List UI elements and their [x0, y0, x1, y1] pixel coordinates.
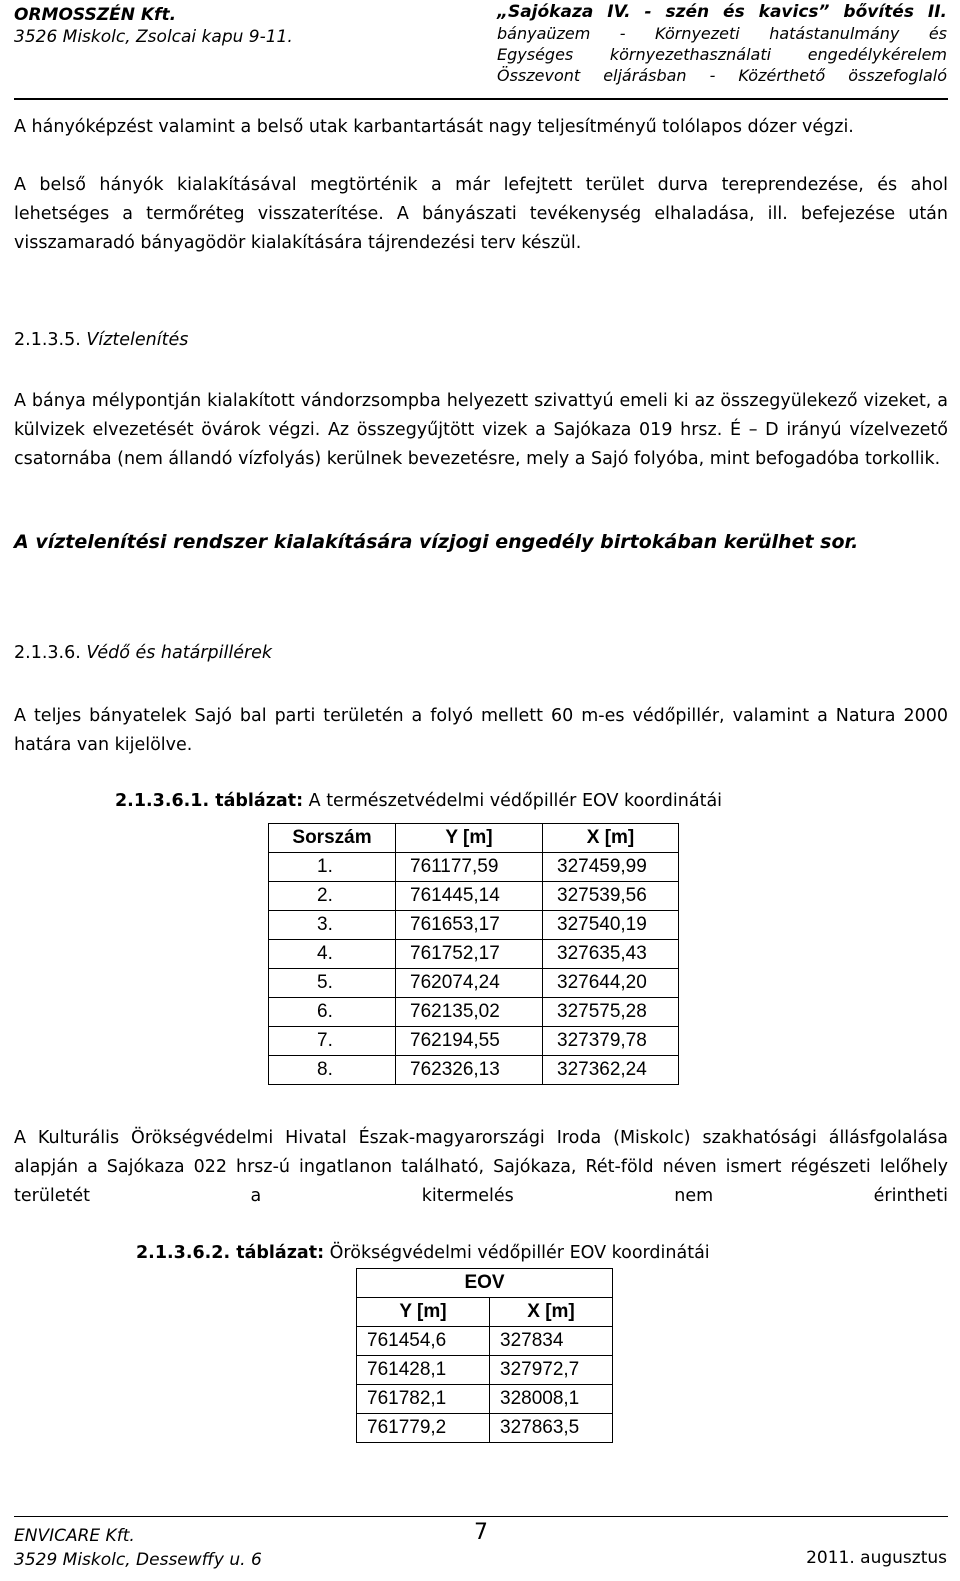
section-number: 2.1.3.5.: [14, 330, 81, 350]
footer-company: ENVICARE Kft.: [14, 1526, 135, 1546]
section-title: Védő és határpillérek: [86, 643, 273, 663]
table-cell: 761445,14: [396, 882, 543, 911]
page-number: 7: [474, 1520, 488, 1545]
footer-left: [14, 1524, 262, 1572]
header-address: 3526 Miskolc, Zsolcai kapu 9-11.: [14, 27, 293, 47]
table-nature-pillar-coordinates: [268, 823, 679, 1085]
table-cell: 761428,1: [357, 1356, 490, 1385]
table-row: [357, 1414, 613, 1443]
section-heading-pillars: [14, 639, 272, 668]
table1-caption-text: A természetvédelmi védőpillér EOV koordinátái: [303, 791, 723, 811]
table-cell: 327362,24: [543, 1056, 679, 1085]
table-header-row: [357, 1298, 613, 1327]
footer-rule: [14, 1516, 948, 1517]
table-cell: 761177,59: [396, 853, 543, 882]
table-cell: 1.: [269, 853, 396, 882]
table-row: [269, 998, 679, 1027]
table-cell: 327459,99: [543, 853, 679, 882]
header-line-4: Összevont eljárásban - Közérthető összefoglaló: [497, 66, 947, 85]
table2-caption-text: Örökségvédelmi védőpillér EOV koordinátái: [324, 1243, 710, 1263]
column-group-header: EOV: [357, 1269, 613, 1298]
section-heading-dewatering: [14, 326, 188, 355]
column-header: X [m]: [543, 824, 679, 853]
table-cell: 327539,56: [543, 882, 679, 911]
table1-caption-label: 2.1.3.6.1. táblázat:: [115, 791, 304, 811]
table-cell: 762194,55: [396, 1027, 543, 1056]
table-heritage-pillar-coordinates: [356, 1268, 613, 1443]
column-header: Y [m]: [396, 824, 543, 853]
table-row: [269, 1027, 679, 1056]
table-row: [269, 940, 679, 969]
table-cell: 327635,43: [543, 940, 679, 969]
table-row: [357, 1327, 613, 1356]
header-company: ORMOSSZÉN Kft.: [14, 5, 177, 25]
table-cell: 7.: [269, 1027, 396, 1056]
table-group-header-row: [357, 1269, 613, 1298]
table-cell: 328008,1: [490, 1385, 613, 1414]
table-cell: 3.: [269, 911, 396, 940]
table-cell: 762326,13: [396, 1056, 543, 1085]
table-row: [357, 1356, 613, 1385]
paragraph-dozer: A hányóképzést valamint a belső utak karbantartását nagy teljesítményű tolólapos dózer végzi.: [14, 117, 854, 137]
table-cell: 327644,20: [543, 969, 679, 998]
paragraph-protective-pillar: A teljes bányatelek Sajó bal parti területén a folyó mellett 60 m-es védőpillér, valamint a Natura 2000 határa van kijelölve.: [14, 706, 948, 755]
table-cell: 6.: [269, 998, 396, 1027]
table-row: [357, 1385, 613, 1414]
table-row: [269, 1056, 679, 1085]
table1-caption: [115, 789, 722, 813]
column-header: X [m]: [490, 1298, 613, 1327]
page-header: [0, 0, 960, 100]
table-cell: 761752,17: [396, 940, 543, 969]
table-row: [269, 911, 679, 940]
paragraph-water-permit: A víztelenítési rendszer kialakítására vízjogi engedély birtokában kerülhet sor.: [14, 531, 859, 553]
header-rule: [14, 98, 948, 100]
table-cell: 762074,24: [396, 969, 543, 998]
header-title: „Sajókaza IV. - szén és kavics” bővítés II.: [497, 2, 947, 22]
table-cell: 761779,2: [357, 1414, 490, 1443]
page-footer: [0, 1516, 960, 1581]
header-left: [14, 4, 293, 48]
table-cell: 2.: [269, 882, 396, 911]
table2-caption: [136, 1241, 710, 1265]
table-cell: 327379,78: [543, 1027, 679, 1056]
paragraph-heritage-office: A Kulturális Örökségvédelmi Hivatal Észak-magyarországi Iroda (Miskolc) szakhatósági állásfgolalása alapján a Sajókaza 022 hrsz-ú ingatlanon található, Sajókaza, Rét-föld néven ismert régészeti lelőhely területét a kitermelés nem érintheti: [14, 1128, 948, 1206]
table-row: [269, 969, 679, 998]
table-cell: 4.: [269, 940, 396, 969]
column-header: Y [m]: [357, 1298, 490, 1327]
table-row: [269, 882, 679, 911]
table-cell: 762135,02: [396, 998, 543, 1027]
table-cell: 8.: [269, 1056, 396, 1085]
paragraph-pump: A bánya mélypontján kialakított vándorzsompba helyezett szivattyú emeli ki az összegyülekező vizeket, a külvizek elvezetését övárok végzi. Az összegyűjtött vizek a Sajókaza 019 hrsz. É – D irányú vízelvezető csatornába (nem állandó vízfolyás) kerülnek bevezetésre, mely a Sajó folyóba, mint befogadóba torkollik.: [14, 391, 948, 469]
table-cell: 761653,17: [396, 911, 543, 940]
footer-date: 2011. augusztus: [806, 1548, 947, 1568]
table-cell: 5.: [269, 969, 396, 998]
header-line-2: bányaüzem - Környezeti hatástanulmány és: [497, 24, 947, 43]
table-cell: 761454,6: [357, 1327, 490, 1356]
column-header: Sorszám: [269, 824, 396, 853]
section-number: 2.1.3.6.: [14, 643, 81, 663]
table2-caption-label: 2.1.3.6.2. táblázat:: [136, 1243, 325, 1263]
header-right: [497, 2, 947, 86]
footer-address: 3529 Miskolc, Dessewffy u. 6: [14, 1550, 262, 1570]
header-line-3: Egységes környezethasználati engedélykérelem: [497, 45, 947, 64]
table-cell: 327834: [490, 1327, 613, 1356]
table-cell: 327972,7: [490, 1356, 613, 1385]
table-row: [269, 853, 679, 882]
table-header-row: [269, 824, 679, 853]
table-cell: 327575,28: [543, 998, 679, 1027]
table-cell: 327540,19: [543, 911, 679, 940]
table-cell: 761782,1: [357, 1385, 490, 1414]
table-cell: 327863,5: [490, 1414, 613, 1443]
paragraph-inner-dumps: A belső hányók kialakításával megtörténik a már lefejtett terület durva tereprendezése, és ahol lehetséges a termőréteg visszaterítése. A bányászati tevékenység elhaladása, ill. befejezése után visszamaradó bányagödör kialakítására tájrendezési terv készül.: [14, 175, 948, 253]
section-title: Víztelenítés: [86, 330, 189, 350]
